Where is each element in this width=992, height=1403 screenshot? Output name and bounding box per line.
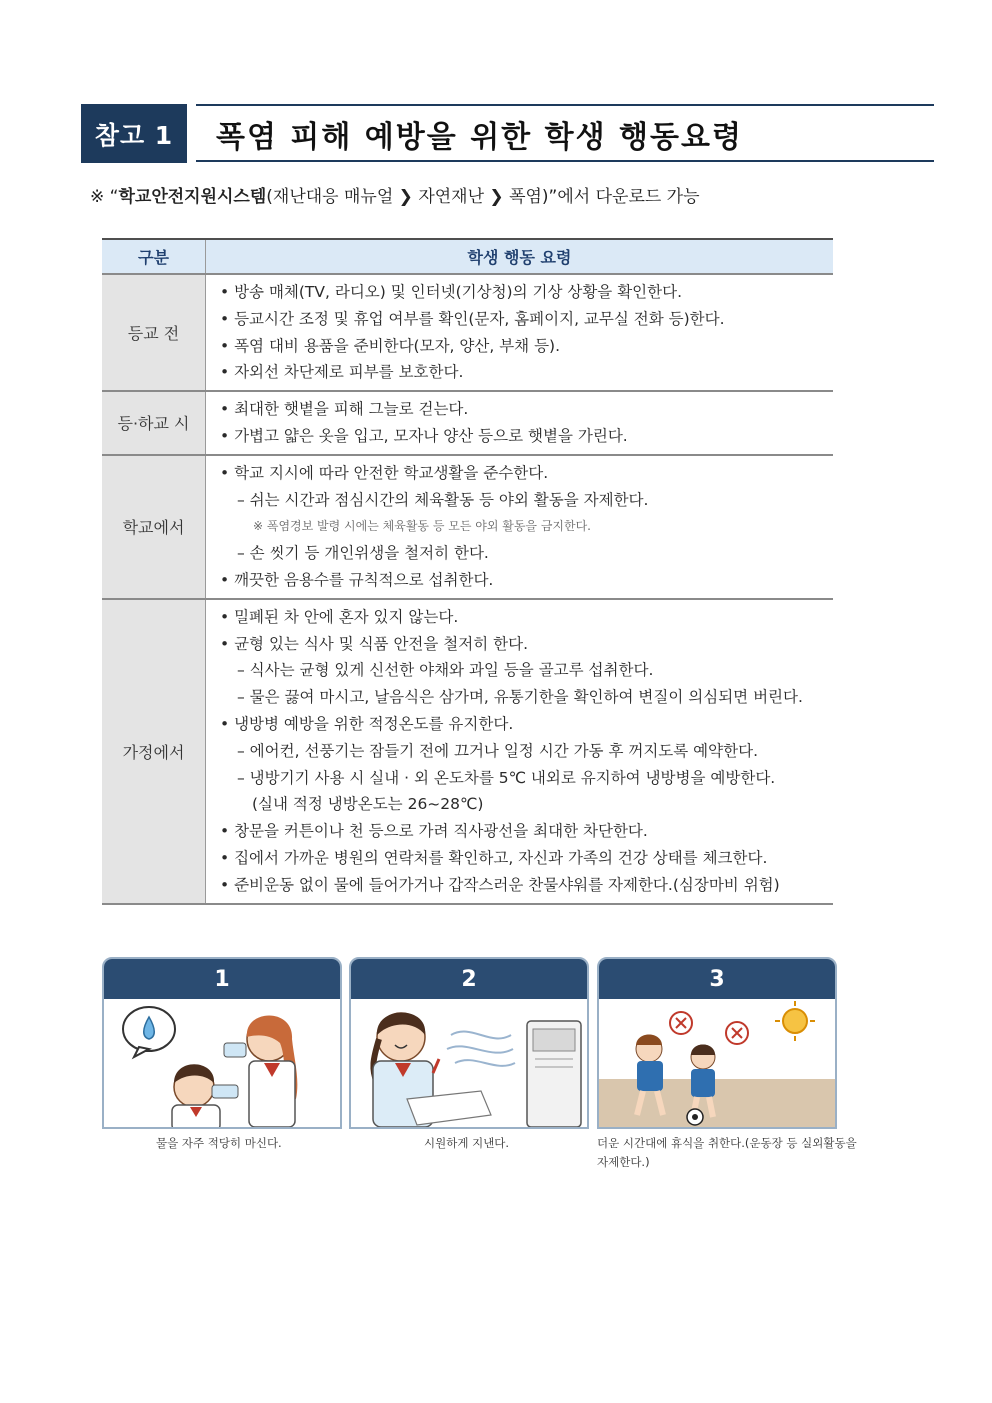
guideline-subitem: – 에어컨, 선풍기는 잠들기 전에 끄거나 일정 시간 가동 후 꺼지도록 예약한다. <box>237 741 758 760</box>
guideline-item: • 준비운동 없이 물에 들어가거나 갑작스러운 찬물샤워를 자제한다.(심장마비 위험) <box>220 875 780 894</box>
table-row <box>102 392 833 456</box>
panel-number: 3 <box>599 959 835 999</box>
note-system-name: 학교안전지원시스템 <box>118 187 267 207</box>
row-guidelines <box>206 392 833 454</box>
row-guidelines <box>206 456 833 598</box>
illustration-panel-2 <box>349 957 589 1129</box>
panel-2-caption: 시원하게 지낸다. <box>424 1136 510 1150</box>
guideline-item: • 냉방병 예방을 위한 적정온도를 유지한다. <box>220 714 514 733</box>
guideline-subitem: – 손 씻기 등 개인위생을 철저히 한다. <box>237 544 489 563</box>
table-body <box>102 275 833 905</box>
download-note <box>90 182 700 207</box>
guideline-subitem: – 물은 끓여 마시고, 날음식은 삼가며, 유통기한을 확인하여 변질이 의심되면 버린다. <box>237 688 803 707</box>
guideline-subitem: – 식사는 균형 있게 신선한 야채와 과일 등을 골고루 섭취한다. <box>237 661 654 680</box>
guideline-subitem: – 쉬는 시간과 점심시간의 체육활동 등 야외 활동을 자제한다. <box>237 490 649 509</box>
row-category: 등·하교 시 <box>102 392 206 454</box>
guideline-note: ※ 폭염경보 발령 시에는 체육활동 등 모든 야외 활동을 금지한다. <box>253 519 592 534</box>
guideline-item: • 깨끗한 음용수를 규칙적으로 섭취한다. <box>220 570 494 589</box>
drinking-water-illustration <box>104 999 340 1127</box>
row-category: 가정에서 <box>102 600 206 903</box>
illustration-panel-3 <box>597 957 837 1129</box>
guideline-item: • 창문을 커튼이나 천 등으로 가려 직사광선을 최대한 차단한다. <box>220 822 648 841</box>
title-rule-top <box>196 104 934 106</box>
guideline-item: • 자외선 차단제로 피부를 보호한다. <box>220 363 464 382</box>
panel-1-caption: 물을 자주 적당히 마신다. <box>156 1136 282 1150</box>
guideline-item: • 최대한 햇볕을 피해 그늘로 걷는다. <box>220 400 469 419</box>
table-row <box>102 275 833 392</box>
guideline-item: • 가볍고 얇은 옷을 입고, 모자나 양산 등으로 햇볕을 가린다. <box>220 426 628 445</box>
row-guidelines <box>206 275 833 390</box>
guideline-item: • 균형 있는 식사 및 식품 안전을 철저히 한다. <box>220 634 529 653</box>
guideline-item: • 방송 매체(TV, 라디오) 및 인터넷(기상청)의 기상 상황을 확인한다. <box>220 283 683 301</box>
panel-3-caption-line1: 더운 시간대에 휴식을 취한다.(운동장 등 실외활동을 <box>597 1136 857 1150</box>
table-row <box>102 600 833 905</box>
resting-illustration <box>599 999 835 1127</box>
table-row <box>102 456 833 600</box>
note-prefix: ※ “ <box>90 187 119 207</box>
panel-number: 2 <box>351 959 587 999</box>
row-guidelines <box>206 600 833 903</box>
panel-3-caption <box>597 1134 857 1172</box>
page-title: 폭염 피해 예방을 위한 학생 행동요령 <box>216 120 743 155</box>
illustration-panel-1 <box>102 957 342 1129</box>
header-category: 구분 <box>102 240 206 273</box>
table-header <box>102 238 833 275</box>
guideline-subitem: (실내 적정 냉방온도는 26~28℃) <box>252 795 484 814</box>
guideline-item: • 집에서 가까운 병원의 연락처를 확인하고, 자신과 가족의 건강 상태를 체크한다. <box>220 848 768 867</box>
guideline-subitem: – 냉방기기 사용 시 실내 · 외 온도차를 5℃ 내외로 유지하여 냉방병을 예방한다. <box>237 768 776 787</box>
title-rule-bottom <box>196 160 934 162</box>
panel-number: 1 <box>104 959 340 999</box>
guideline-item: • 폭염 대비 용품을 준비한다(모자, 양산, 부채 등). <box>220 336 561 355</box>
guideline-item: • 등교시간 조정 및 휴업 여부를 확인(문자, 홈페이지, 교무실 전화 등)한다. <box>220 309 725 328</box>
panel-3-caption-line2: 자제한다.) <box>597 1155 650 1169</box>
behavior-table <box>102 238 833 905</box>
staying-cool-illustration <box>351 999 587 1127</box>
header-guidelines: 학생 행동 요령 <box>467 248 572 267</box>
guideline-item: • 학교 지시에 따라 안전한 학교생활을 준수한다. <box>220 463 549 482</box>
guideline-item: • 밀폐된 차 안에 혼자 있지 않는다. <box>220 607 459 626</box>
note-path: (재난대응 매뉴얼 ❯ 자연재난 ❯ 폭염)”에서 다운로드 가능 <box>266 187 700 207</box>
row-category: 등교 전 <box>102 275 206 390</box>
row-category: 학교에서 <box>102 456 206 598</box>
reference-badge: 참고 1 <box>81 104 187 163</box>
